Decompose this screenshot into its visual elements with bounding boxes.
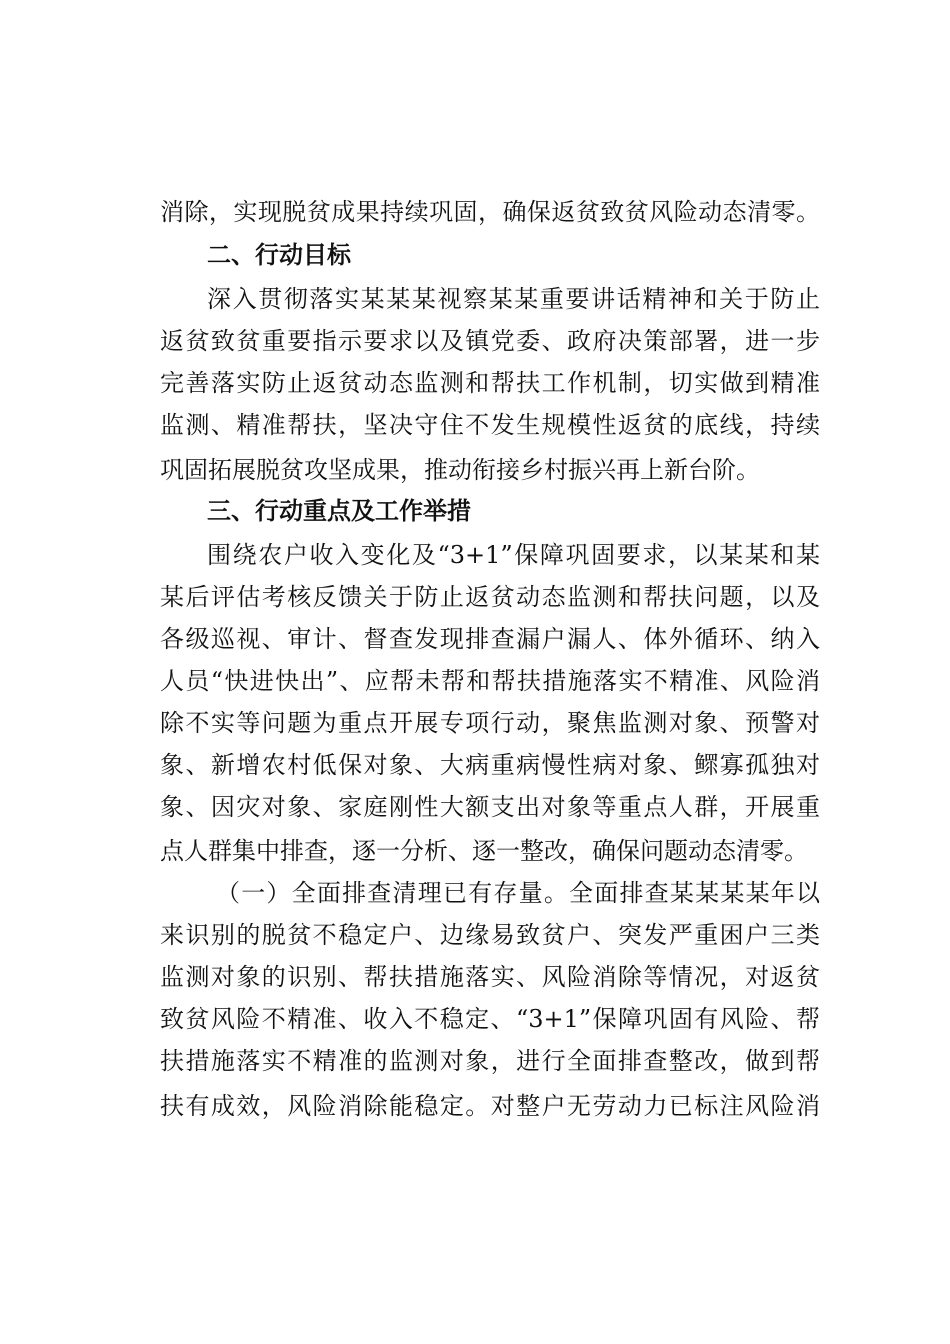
paragraph-line: 围绕农户收入变化及“3+1”保障巩固要求，以某某和某 — [207, 541, 820, 569]
paragraph-line: （一）全面排查清理已有存量。全面排查某某某某年以 — [216, 879, 820, 907]
paragraph-line: 除不实等问题为重点开展专项行动，聚焦监测对象、预警对 — [160, 709, 820, 737]
paragraph-line: 监测对象的识别、帮扶措施落实、风险消除等情况，对返贫 — [160, 963, 820, 991]
paragraph-line: 来识别的脱贫不稳定户、边缘易致贫户、突发严重困户三类 — [160, 921, 820, 949]
section-heading: 二、行动目标 — [207, 241, 351, 269]
paragraph-line: 消除，实现脱贫成果持续巩固，确保返贫致贫风险动态清零。 — [160, 198, 820, 226]
paragraph-line: 深入贯彻落实某某某视察某某重要讲话精神和关于防止 — [207, 285, 820, 313]
paragraph-line: 人员“快进快出”、应帮未帮和帮扶措施落实不精准、风险消 — [160, 667, 820, 695]
paragraph-line: 某后评估考核反馈关于防止返贫动态监测和帮扶问题，以及 — [160, 583, 820, 611]
paragraph-line: 巩固拓展脱贫攻坚成果，推动衔接乡村振兴再上新台阶。 — [160, 456, 760, 484]
section-heading: 三、行动重点及工作举措 — [207, 497, 471, 525]
paragraph-line: 象、因灾对象、家庭刚性大额支出对象等重点人群，开展重 — [160, 793, 820, 821]
paragraph-line: 返贫致贫重要指示要求以及镇党委、政府决策部署，进一步 — [160, 327, 820, 355]
paragraph-line: 扶措施落实不精准的监测对象，进行全面排查整改，做到帮 — [160, 1047, 820, 1075]
paragraph-line: 致贫风险不精准、收入不稳定、“3+1”保障巩固有风险、帮 — [160, 1005, 820, 1033]
paragraph-line: 点人群集中排查，逐一分析、逐一整改，确保问题动态清零。 — [160, 837, 808, 865]
paragraph-line: 监测、精准帮扶，坚决守住不发生规模性返贫的底线，持续 — [160, 411, 820, 439]
paragraph-line: 扶有成效，风险消除能稳定。对整户无劳动力已标注风险消 — [160, 1092, 820, 1120]
paragraph-line: 象、新增农村低保对象、大病重病慢性病对象、鳏寡孤独对 — [160, 751, 820, 779]
paragraph-line: 完善落实防止返贫动态监测和帮扶工作机制，切实做到精准 — [160, 369, 820, 397]
paragraph-line: 各级巡视、审计、督查发现排查漏户漏人、体外循环、纳入 — [160, 625, 820, 653]
